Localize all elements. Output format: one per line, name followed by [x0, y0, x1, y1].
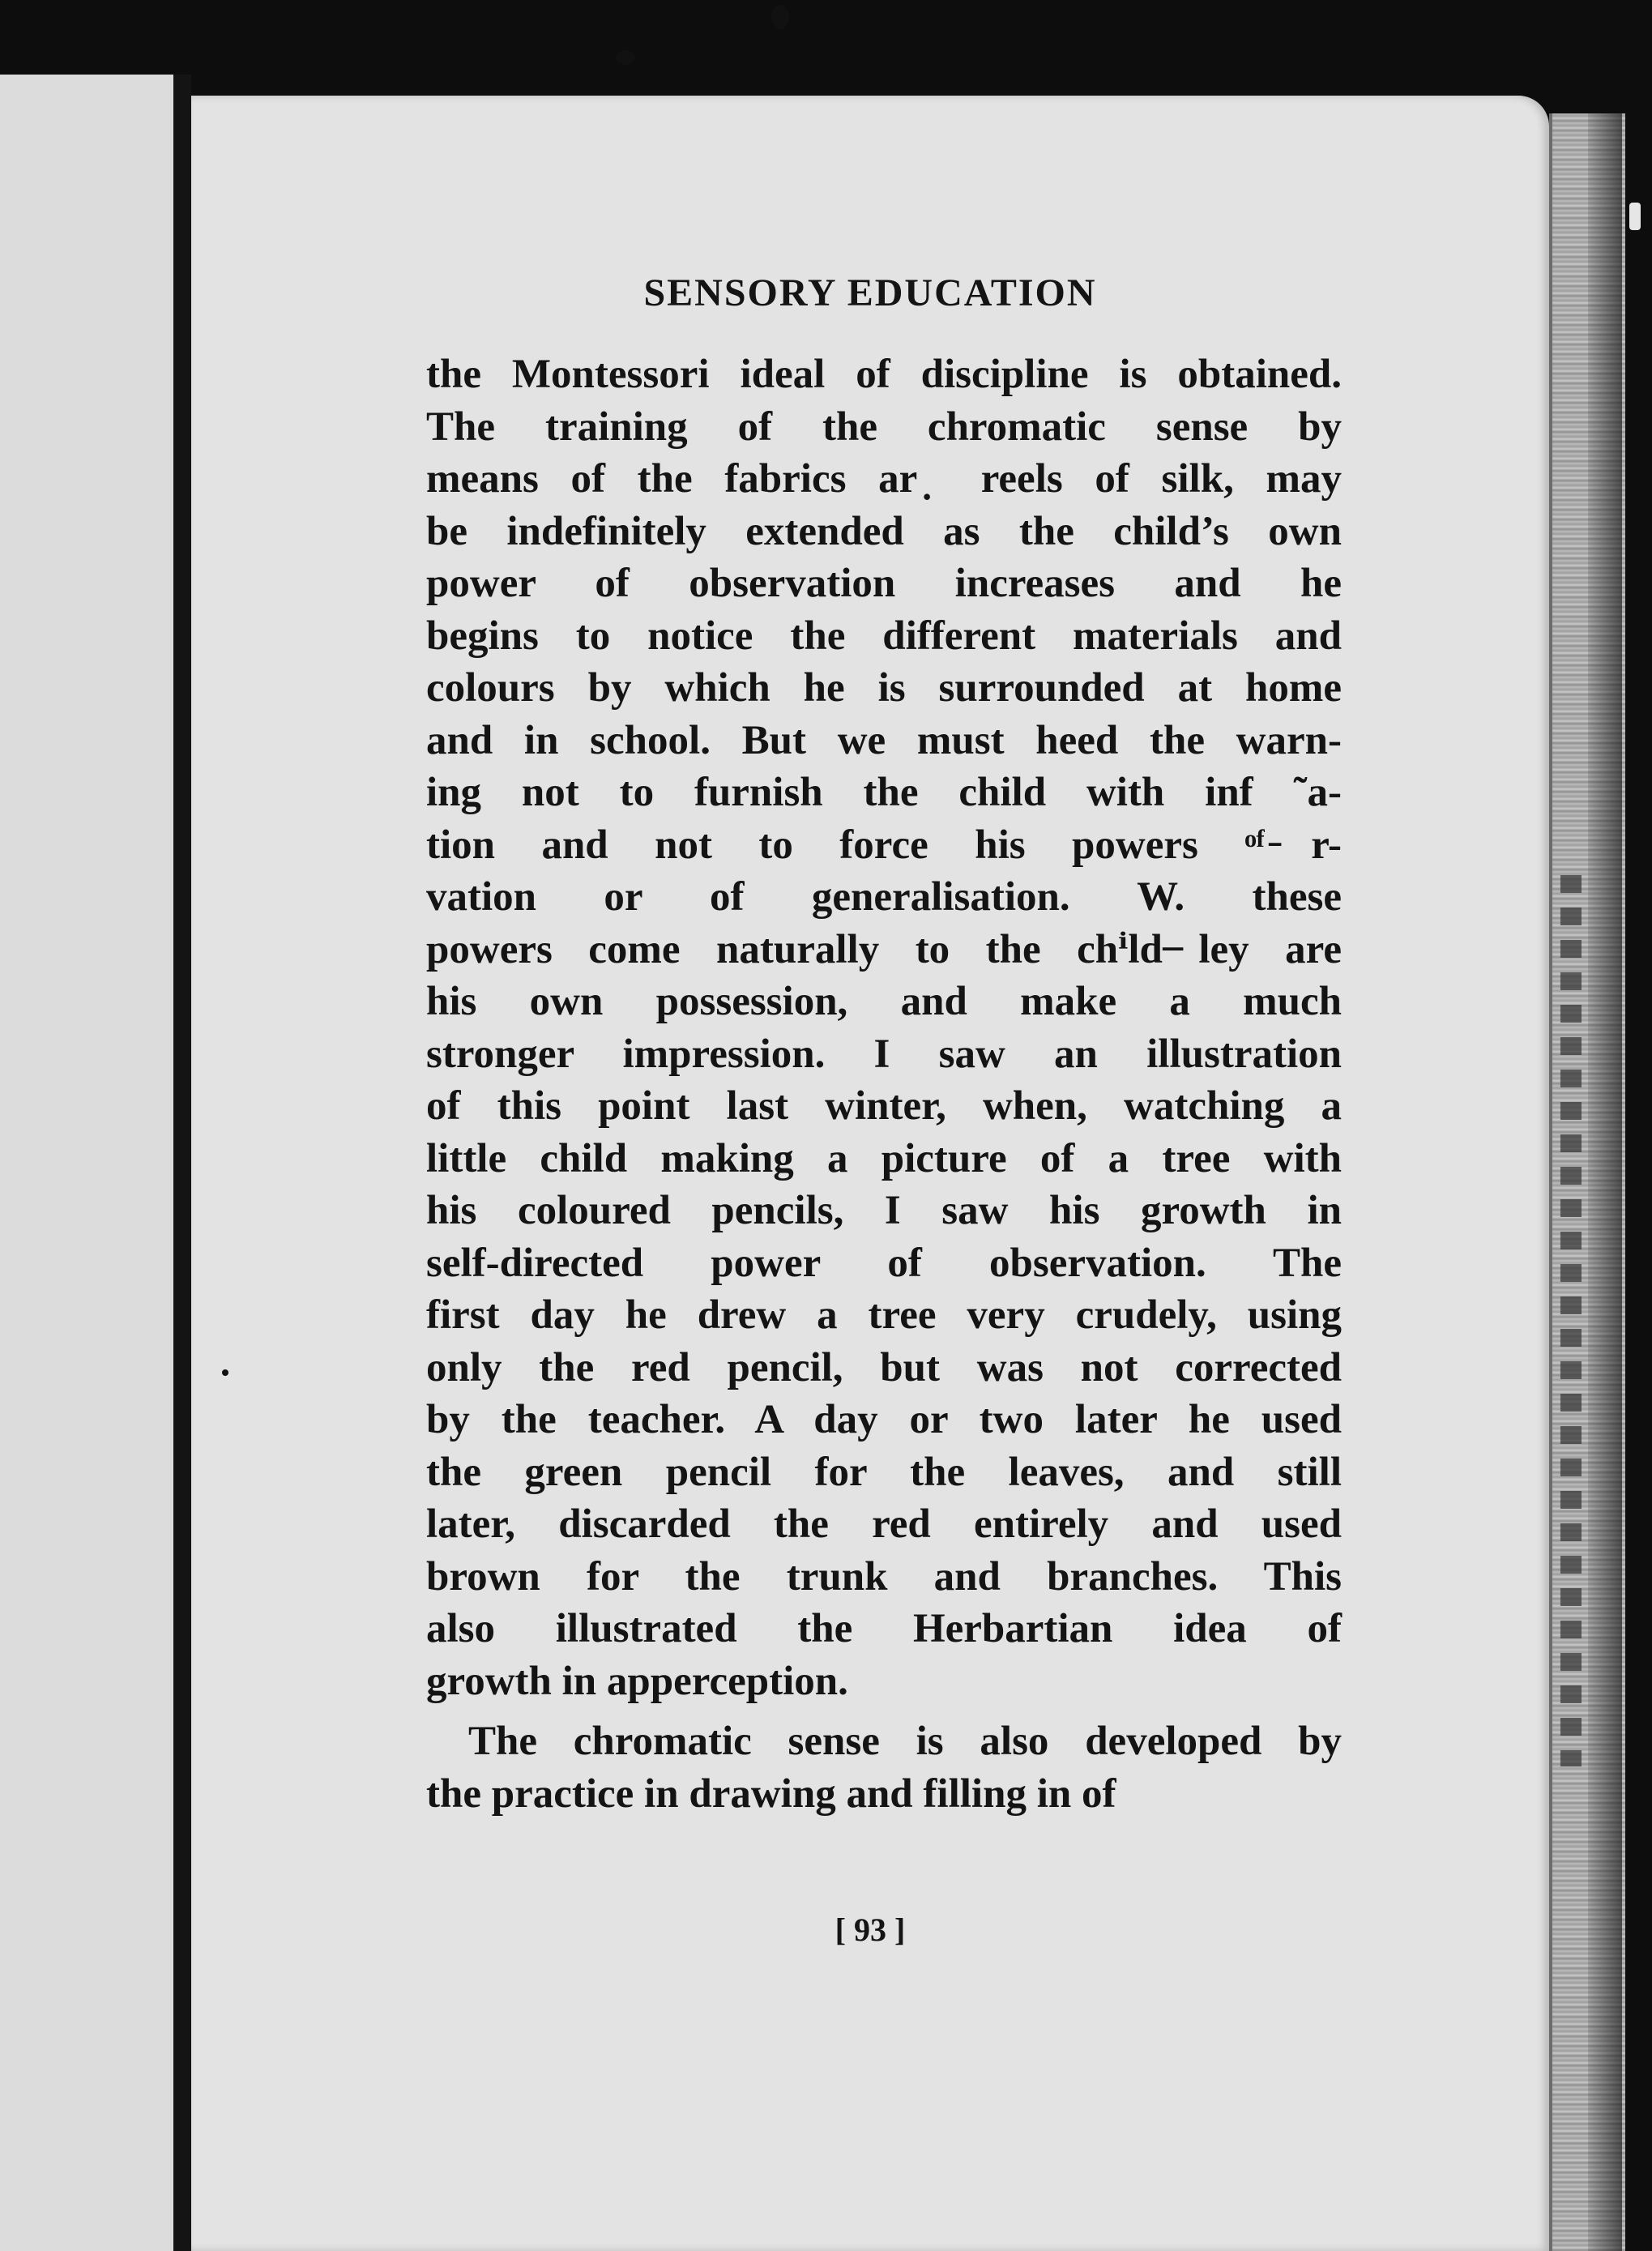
text-line: ing not to furnish the child with inf ˜a-: [426, 770, 1342, 815]
text-line: tion and not to force his powers ᵒᶠ ̵r-: [426, 822, 1342, 868]
scan-speck: [771, 5, 789, 29]
scan-speck: [222, 1369, 228, 1376]
fore-edge-stamp: [1560, 875, 1582, 1766]
scan-speck: [616, 50, 635, 65]
text-line: first day he drew a tree very crudely, using: [426, 1292, 1342, 1338]
page-number: [ 93 ]: [835, 1911, 906, 1948]
text-line: power of observation increases and he: [426, 561, 1342, 606]
text-line: The chromatic sense is also developed by: [468, 1719, 1342, 1764]
text-line: the practice in drawing and filling in of: [426, 1770, 1116, 1817]
text-line: his own possession, and make a much: [426, 979, 1342, 1024]
facing-page-edge: [0, 75, 173, 2251]
text-line: begins to notice the different materials and: [426, 613, 1342, 659]
text-line: self-directed power of observation. The: [426, 1240, 1342, 1286]
text-line: be indefinitely extended as the child’s own: [426, 508, 1342, 554]
page-body: [426, 348, 1342, 1820]
paragraph-1: [426, 348, 1342, 1707]
text-line: colours by which he is surrounded at home: [426, 665, 1342, 711]
text-line: the Montessori ideal of discipline is obtained.: [426, 352, 1342, 397]
running-head: SENSORY EDUCATION: [643, 271, 1097, 314]
text-line: by the teacher. A day or two later he used: [426, 1397, 1342, 1442]
text-line: also illustrated the Herbartian idea of: [426, 1606, 1342, 1651]
text-line: stronger impression. I saw an illustration: [426, 1031, 1342, 1077]
text-line: vation or of generalisation. W. these: [426, 874, 1342, 920]
text-line: his coloured pencils, I saw his growth in: [426, 1188, 1342, 1233]
text-line: the green pencil for the leaves, and still: [426, 1449, 1342, 1495]
text-line: powers come naturally to the chⁱld ̶ley are: [426, 926, 1342, 972]
text-line: later, discarded the red entirely and used: [426, 1501, 1342, 1547]
text-line: of this point last winter, when, watching a: [426, 1083, 1342, 1129]
edge-tab: [1629, 203, 1641, 230]
book-page: [191, 96, 1549, 2251]
text-line: means of the fabrics ar ̣ reels of silk, may: [426, 456, 1342, 502]
text-line: little child making a picture of a tree with: [426, 1135, 1342, 1181]
paragraph-gap: [426, 1707, 1342, 1715]
text-line: The training of the chromatic sense by: [426, 404, 1342, 450]
book-gutter: [173, 75, 191, 2251]
text-line: brown for the trunk and branches. This: [426, 1553, 1342, 1600]
fore-edge-shadow: [1588, 113, 1622, 2251]
text-line: growth in apperception.: [426, 1658, 848, 1704]
text-line: and in school. But we must heed the warn-: [426, 717, 1342, 763]
paragraph-2: [426, 1715, 1342, 1820]
text-line: only the red pencil, but was not corrected: [426, 1344, 1342, 1390]
